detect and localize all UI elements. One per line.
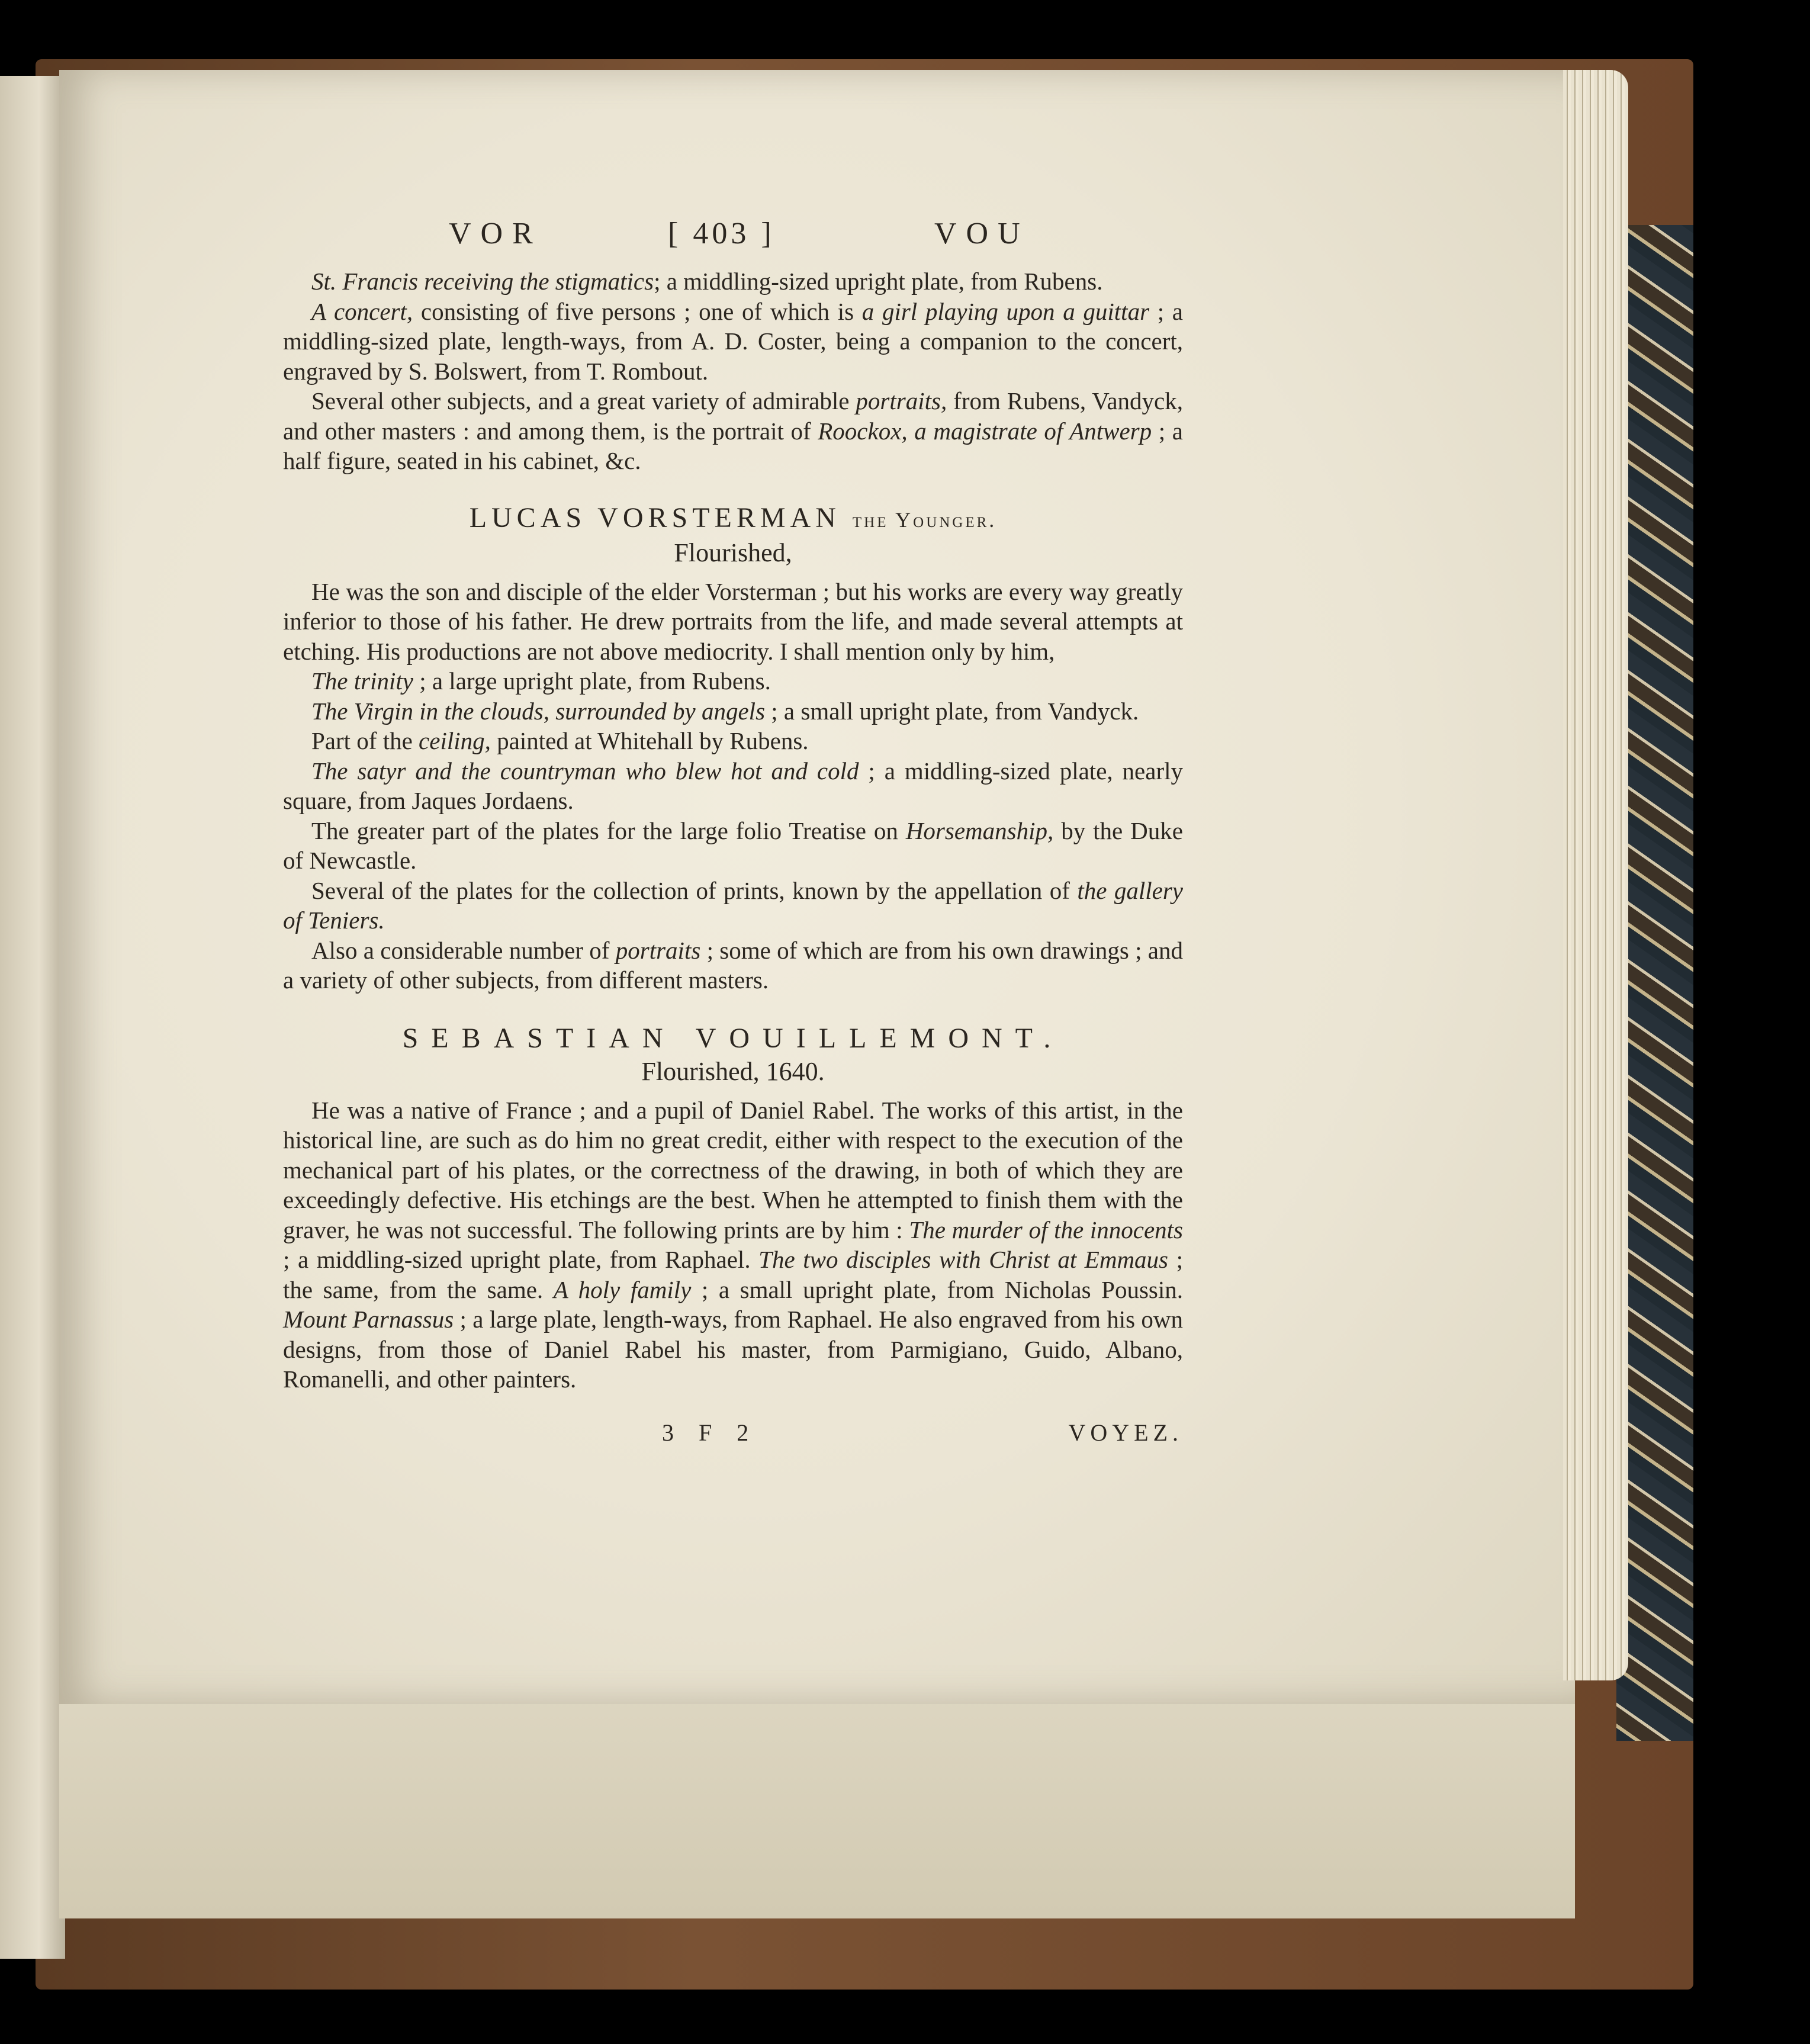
entry-title: a girl playing upon a guittar [861, 297, 1150, 325]
entry-portraits [283, 386, 1183, 476]
page-footer [283, 1418, 1183, 1465]
entry-text: Also a considerable number of [311, 936, 616, 964]
entry-horsemanship [283, 816, 1183, 876]
entry-text: from Rubens, Vandyck, and other masters : and among them, is the portrait of [283, 387, 1183, 445]
running-head [283, 213, 1183, 266]
entry-text: ; a middling-sized plate, nearly square, from Jaques Jordaens. [283, 757, 1183, 814]
entry-title: A holy family [553, 1275, 692, 1303]
section-heading-vouillemont: SEBASTIAN VOUILLEMONT. [402, 1022, 1064, 1054]
entry-title: ceiling, [419, 727, 491, 754]
flourished-date: Flourished, 1640. [641, 1057, 825, 1086]
entry-trinity [283, 666, 1183, 696]
entry-title: Mount Parnassus [283, 1306, 454, 1333]
entry-title: A concert, [311, 297, 413, 325]
section-heading-lucas-vorsterman [283, 503, 1183, 535]
artist-name-suffix: the Younger. [852, 507, 997, 532]
entry-text: The greater part of the plates for the large folio Treatise on [311, 817, 906, 844]
entry-title: Roockox, a magistrate of Antwerp [818, 417, 1152, 445]
text-block [283, 213, 1183, 1465]
entry-text: ; a small upright plate, from Nicholas Poussin. [691, 1275, 1183, 1303]
entry-title: The Virgin in the clouds, surrounded by angels [311, 697, 766, 725]
entry-concert [283, 297, 1183, 387]
entry-text: Part of the [311, 727, 419, 754]
entry-title: The trinity [311, 667, 413, 695]
left-page-edge [0, 76, 65, 1959]
entry-text: ; a middling-sized upright plate, from Rubens. [654, 268, 1103, 295]
entry-st-francis [283, 266, 1183, 297]
entry-title: portraits, [856, 387, 947, 414]
entry-text: ; a small upright plate, from Vandyck. [765, 697, 1139, 725]
page-lower-margin [59, 1693, 1575, 1918]
page-number: [ 403 ] [668, 217, 775, 250]
entry-title: the gallery of Teniers. [283, 876, 1183, 934]
entry-virgin [283, 696, 1183, 727]
entry-title: St. Francis receiving the stigmatics [311, 268, 654, 295]
artist-name: LUCAS VORSTERMAN [469, 502, 841, 534]
entry-title: The satyr and the countryman who blew hot and cold [311, 757, 859, 785]
biography-paragraph-vouillemont [283, 1095, 1183, 1394]
running-head-right: VOU [934, 217, 1030, 250]
entry-text: He was a native of France ; and a pupil of Daniel Rabel. The works of this artist, in the historical line, are such as do him no great credit, either with respect to the execution of the mechanical part of his plates, or the correctness of the drawing, in both of which they are exceedingly defective. His etchings are the best. When he attempted to finish them with the graver, he was not successful. The following prints are by him : [283, 1096, 1183, 1243]
entry-text: ; a large plate, length-ways, from Raphael. He also engraved from his own designs, from those of Daniel Rabel his master, from Parmigiano, Guido, Albano, Romanelli, and other painters. [283, 1306, 1183, 1393]
entry-title: portraits [615, 936, 701, 964]
flourished-date: Flourished, [674, 538, 792, 567]
page-edges [1563, 70, 1628, 1680]
entry-text: ; a half figure, seated in his cabinet, &c. [283, 417, 1184, 474]
entry-text: painted at Whitehall by Rubens. [490, 727, 809, 754]
entry-satyr [283, 756, 1183, 816]
entry-ceiling [283, 726, 1183, 756]
entry-text: Several other subjects, and a great variety of admirable [311, 387, 856, 414]
entry-text: ; a large upright plate, from Rubens. [413, 667, 771, 695]
entry-portraits-lucas [283, 936, 1183, 995]
signature-mark: 3 F 2 [662, 1419, 758, 1446]
entry-text: consisting of five persons ; one of which is [413, 297, 862, 325]
running-head-left: VOR [449, 217, 542, 250]
entry-teniers [283, 876, 1183, 936]
biography-paragraph: He was the son and disciple of the elder Vorsterman ; but his works are every way greatly inferior to those of his father. He drew portraits from the life, and made several attempts at etching. His productions are not above mediocrity. I shall mention only by him, [283, 577, 1183, 665]
entry-text: ; a middling-sized upright plate, from Raphael. [283, 1246, 759, 1273]
entry-text: Several of the plates for the collection of prints, known by the appellation of [311, 876, 1078, 904]
entry-title: The murder of the innocents [909, 1216, 1184, 1243]
entry-title: The two disciples with Christ at Emmaus [758, 1246, 1169, 1273]
entry-title: Horsemanship, [905, 817, 1054, 844]
entry-text: ; some of which are from his own drawings ; and a variety of other subjects, from different masters. [283, 936, 1184, 994]
entry-text: ; a middling-sized plate, length-ways, from A. D. Coster, being a companion to the concert, engraved by S. Bolswert, from T. Rombout. [283, 297, 1184, 385]
catchword: VOYEZ. [1068, 1419, 1183, 1446]
entry-text: by the Duke of Newcastle. [283, 817, 1183, 874]
entry-text: ; the same, from the same. [283, 1246, 1183, 1303]
